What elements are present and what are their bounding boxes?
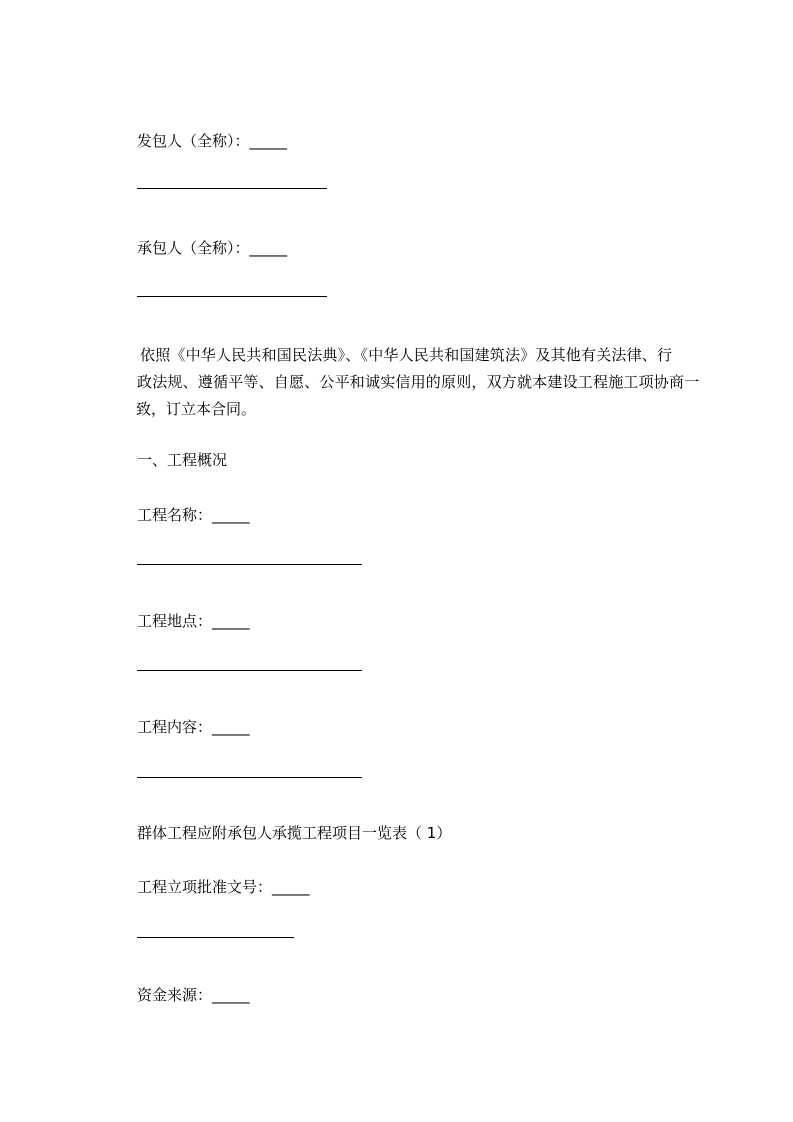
preamble-line-2: 政法规、遵循平等、自愿、公平和诚实信用的原则，双方就本建设工程施工项协商一 [137,373,700,391]
preamble-line-3: 致，订立本合同。 [136,400,257,418]
project-content-blank-line[interactable] [137,777,362,778]
employer-blank-line[interactable] [137,188,327,189]
employer-label: 发包人（全称）：_____ [137,132,288,150]
project-content-label: 工程内容：_____ [137,718,250,736]
project-name-blank-line[interactable] [137,564,362,565]
contractor-label: 承包人（全称）：_____ [137,239,288,257]
section-heading-project-overview: 一、工程概况 [137,451,228,469]
preamble-line-1: 依照《中华人民共和国民法典》、《中华人民共和国建筑法》及其他有关法律、行 [140,346,673,364]
funding-source-label: 资金来源：_____ [137,986,250,1004]
group-project-note: 群体工程应附承包人承揽工程项目一览表（ 1） [137,824,452,842]
project-location-label: 工程地点：_____ [137,612,250,630]
contractor-blank-line[interactable] [137,296,327,297]
project-location-blank-line[interactable] [137,670,362,671]
project-name-label: 工程名称：_____ [137,506,250,524]
approval-doc-blank-line[interactable] [137,937,294,938]
approval-doc-label: 工程立项批准文号：_____ [137,878,310,896]
